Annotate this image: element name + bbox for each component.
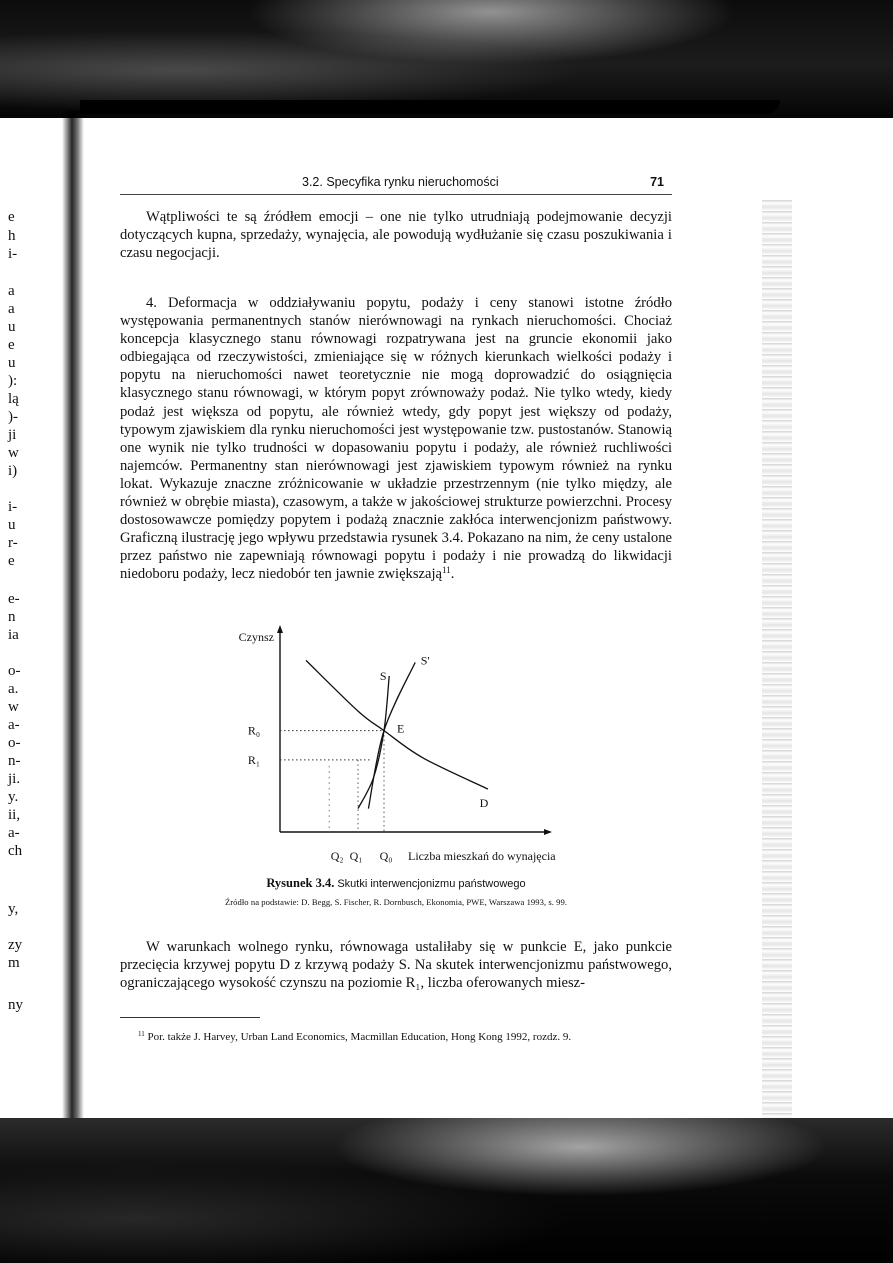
footnote-number: 11 — [138, 1030, 145, 1038]
margin-fragment: a — [8, 301, 15, 317]
margin-fragment: i) — [8, 463, 18, 479]
margin-fragment: ii, — [8, 807, 21, 823]
margin-fragment: w — [8, 699, 19, 715]
margin-fragment: i- — [8, 499, 18, 515]
running-header-title: 3.2. Specyfika rynku nieruchomości — [302, 175, 499, 189]
x-axis-label: Liczba mieszkań do wynajęcia — [408, 849, 556, 863]
margin-fragment: lą — [8, 391, 19, 407]
margin-fragment: r- — [8, 535, 18, 551]
curve-S-prime — [368, 662, 415, 808]
footnote-text: Por. także J. Harvey, Urban Land Economics, Macmillan Education, Hong Kong 1992, rozdz. 9. — [147, 1031, 572, 1043]
figure-caption-text: Skutki interwencjonizmu państwowego — [337, 878, 526, 890]
chart-svg — [228, 620, 568, 870]
figure-caption — [120, 876, 672, 891]
x-tick-label-1: Q₁ — [349, 849, 363, 863]
figure-rent-control — [228, 620, 568, 870]
curve-label-D: D — [479, 796, 489, 811]
margin-fragment: y. — [8, 789, 19, 805]
margin-fragment: i- — [8, 246, 18, 262]
margin-fragment: a- — [8, 717, 20, 733]
y-tick-label-1: R₁ — [247, 752, 260, 767]
paragraph-2-text: 4. Deformacja w oddziaływaniu popytu, podaży i ceny stanowi istotne źródło występowania permanentnych stanów nierównowagi na rynkach nieruchomości. Chociaż koncepcja klasycznego stanu równowagi rozpatrywana jest na gruncie ekonomii jako odbiegająca od rzeczywistości, zmieniające się w różnych kierunkach wielkości podaży i popytu na nieruchomości nawet teoretycznie nie mogą doprowadzić do osiągnięcia klasycznego stanu równowagi, w którym popyt zrównoważy podaż. Nie tylko wtedy, kiedy podaż jest większa od popytu, ale również wtedy, gdy popyt jest większy od podaży, typowym zjawiskiem dla rynku nieruchomości jest występowanie tzw. pustostanów. Stanowią one wynik nie tylko trudności w dopasowaniu popytu i podaży, ale również ruchliwości najemców. Permanentny stan nierównowagi jest zjawiskiem typowym również na rynku lokat. Wykazuje znaczne zróżnicowanie w układzie przestrzennym (nie tylko między, ale również w obrębie miasta), czasowym, a także w jakościowej strukturze powierzchni. Procesy dostosowawcze pomiędzy popytem i podażą znacznie zakłóca interwencjonizm państwowy. Graficzną ilustrację jego wpływu przedstawia rysunek 3.4. Pokazano na nim, że ceny ustalone przez państwo nie zapewniają równowagi popytu i podaży i nie prowadzą do likwidacji niedoboru podaży, lecz niedobór ten jawnie zwiększają — [120, 295, 672, 583]
figure-caption-label: Rysunek 3.4. — [266, 876, 335, 890]
margin-fragment: n — [8, 609, 16, 625]
margin-fragment: ji — [8, 427, 17, 443]
margin-fragment: a — [8, 283, 15, 299]
margin-fragment: a. — [8, 681, 19, 697]
curve-label-S-prime: S' — [420, 653, 430, 668]
running-header — [120, 172, 672, 195]
scan-shadow-bottom — [0, 1118, 893, 1263]
curve-S — [358, 676, 389, 809]
y-axis-label: Czynsz — [238, 630, 274, 644]
margin-fragment: h — [8, 228, 16, 244]
equilibrium-label-E: E — [397, 721, 405, 736]
margin-fragment: m — [8, 955, 20, 971]
y-tick-label-0: R₀ — [247, 723, 260, 738]
margin-fragment: u — [8, 319, 16, 335]
margin-fragment: e- — [8, 591, 20, 607]
margin-fragment: u — [8, 517, 16, 533]
figure-source: Źródło na podstawie: D. Begg, S. Fischer, R. Dornbusch, Ekonomia, PWE, Warszawa 1993, s. 99. — [224, 897, 568, 907]
margin-fragment: ny — [8, 997, 23, 1013]
margin-fragment: )- — [8, 409, 18, 425]
margin-fragment: e — [8, 209, 15, 225]
x-tick-label-2: Q₀ — [379, 849, 393, 863]
margin-fragment: ): — [8, 373, 18, 389]
paragraph-2 — [120, 294, 672, 584]
scan-binding-shadow — [62, 110, 84, 1130]
scan-page-edge-top — [80, 100, 780, 114]
paragraph-2-end: . — [450, 566, 455, 583]
margin-fragment: e — [8, 337, 15, 353]
footnote — [138, 1030, 698, 1043]
curve-label-S: S — [379, 669, 387, 683]
margin-fragment: ji. — [8, 771, 21, 787]
paragraph-3: W warunkach wolnego rynku, równowaga ustaliłaby się w punkcie E, jako punkcie przecięcia krzywej popytu D z krzywą podaży S. Na skutek interwencjonizmu państwowego, ograniczającego wysokość czynszu na poziomie R₁, liczba oferowanych miesz- — [120, 939, 672, 992]
margin-fragment: w — [8, 445, 19, 461]
margin-fragment: o- — [8, 735, 21, 751]
margin-fragment: ch — [8, 843, 23, 859]
margin-fragment: a- — [8, 825, 20, 841]
margin-fragment: u — [8, 355, 16, 371]
y-axis-arrow — [277, 625, 283, 633]
margin-fragment: ia — [8, 627, 19, 643]
paragraph-1: Wątpliwości te są źródłem emocji – one nie tylko utrudniają podejmowanie decyzji dotyczących kupna, sprzedaży, wynajęcia, ale powodują wydłużanie się czasu poszukiwania i czasu negocjacji. — [120, 209, 672, 262]
footnote-ref[interactable]: 11 — [442, 565, 451, 576]
x-tick-label-0: Q₂ — [330, 849, 344, 863]
margin-fragment: o- — [8, 663, 21, 679]
page-number: 71 — [650, 175, 664, 189]
x-axis-arrow — [544, 829, 552, 835]
margin-fragment: zy — [8, 937, 23, 953]
margin-fragment: e — [8, 553, 15, 569]
scan-noise-right — [762, 200, 792, 1120]
footnote-divider — [120, 1017, 260, 1018]
margin-fragment: n- — [8, 753, 21, 769]
margin-fragment: y, — [8, 901, 19, 917]
